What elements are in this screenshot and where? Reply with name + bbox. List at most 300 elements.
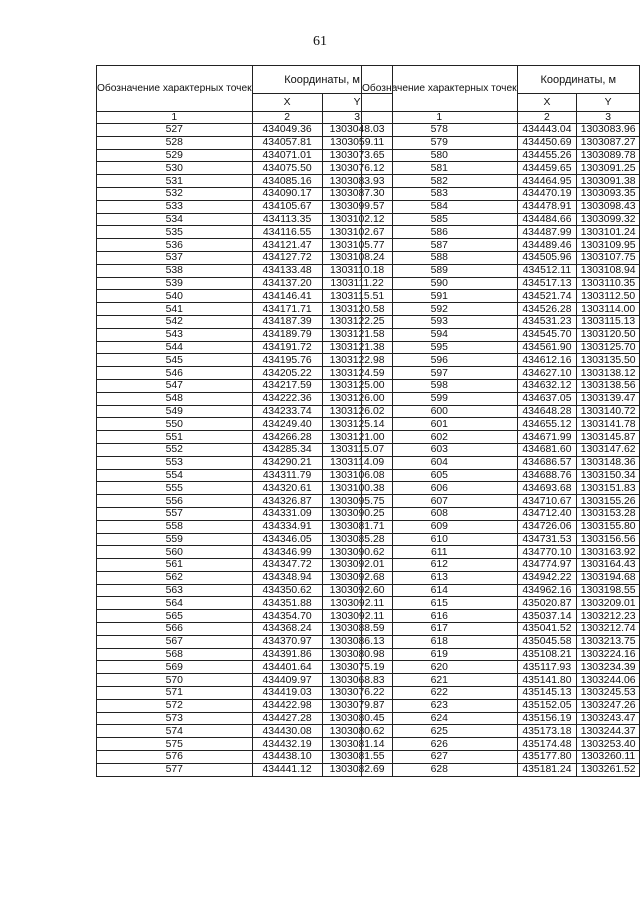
table-row (362, 687, 640, 700)
x-coordinate-cell: 434191.72 (252, 341, 322, 354)
table-row (362, 661, 640, 674)
point-number-cell: 579 (362, 136, 518, 149)
table-row (97, 623, 393, 636)
table-row (97, 315, 393, 328)
point-number-cell: 578 (362, 124, 518, 137)
table-row (97, 405, 393, 418)
table-row (362, 328, 640, 341)
y-coordinate-cell: 1303092.11 (322, 610, 392, 623)
x-coordinate-cell: 435117.93 (517, 661, 577, 674)
y-coordinate-cell: 1303092.68 (322, 571, 392, 584)
x-coordinate-cell: 434422.98 (252, 699, 322, 712)
y-coordinate-cell: 1303068.83 (322, 674, 392, 687)
x-coordinate-cell: 434637.05 (517, 392, 577, 405)
x-coordinate-cell: 434531.23 (517, 315, 577, 328)
x-coordinate-cell: 434121.47 (252, 239, 322, 252)
x-coordinate-cell: 434222.36 (252, 392, 322, 405)
table-row (362, 379, 640, 392)
point-number-cell: 565 (97, 610, 253, 623)
y-coordinate-cell: 1303120.50 (577, 328, 640, 341)
x-coordinate-cell: 434071.01 (252, 149, 322, 162)
point-number-cell: 618 (362, 635, 518, 648)
table-row (97, 149, 393, 162)
y-coordinate-cell: 1303124.59 (322, 367, 392, 380)
table-row (362, 584, 640, 597)
point-number-cell: 623 (362, 699, 518, 712)
y-coordinate-cell: 1303098.43 (577, 200, 640, 213)
y-coordinate-cell: 1303101.24 (577, 226, 640, 239)
table-row (362, 751, 640, 764)
x-coordinate-cell: 435173.18 (517, 725, 577, 738)
point-number-cell: 574 (97, 725, 253, 738)
x-coordinate-cell: 434189.79 (252, 328, 322, 341)
table-row (97, 482, 393, 495)
point-number-cell: 580 (362, 149, 518, 162)
table-row (362, 187, 640, 200)
point-number-cell: 529 (97, 149, 253, 162)
point-number-cell: 590 (362, 277, 518, 290)
table-row (97, 571, 393, 584)
y-coordinate-cell: 1303093.35 (577, 187, 640, 200)
table-row (362, 635, 640, 648)
x-coordinate-cell: 434049.36 (252, 124, 322, 137)
point-number-cell: 562 (97, 571, 253, 584)
y-coordinate-cell: 1303212.74 (577, 623, 640, 636)
table-row (97, 533, 393, 546)
point-number-cell: 545 (97, 354, 253, 367)
table-row (97, 290, 393, 303)
point-number-cell: 533 (97, 200, 253, 213)
y-coordinate-cell: 1303139.47 (577, 392, 640, 405)
table-row (362, 367, 640, 380)
point-number-cell: 606 (362, 482, 518, 495)
x-coordinate-cell: 434632.12 (517, 379, 577, 392)
x-coordinate-cell: 434331.09 (252, 507, 322, 520)
y-coordinate-cell: 1303122.98 (322, 354, 392, 367)
x-coordinate-cell: 434489.46 (517, 239, 577, 252)
y-coordinate-cell: 1303080.45 (322, 712, 392, 725)
y-coordinate-cell: 1303092.01 (322, 559, 392, 572)
x-coordinate-cell: 434391.86 (252, 648, 322, 661)
x-coordinate-cell: 434351.88 (252, 597, 322, 610)
y-coordinate-cell: 1303153.28 (577, 507, 640, 520)
header-y: Y (577, 94, 640, 112)
x-coordinate-cell: 434655.12 (517, 418, 577, 431)
table-row (362, 264, 640, 277)
x-coordinate-cell: 435037.14 (517, 610, 577, 623)
x-coordinate-cell: 434133.48 (252, 264, 322, 277)
y-coordinate-cell: 1303095.75 (322, 495, 392, 508)
x-coordinate-cell: 434334.91 (252, 520, 322, 533)
point-number-cell: 603 (362, 443, 518, 456)
point-number-cell: 572 (97, 699, 253, 712)
y-coordinate-cell: 1303261.52 (577, 763, 640, 776)
point-number-cell: 564 (97, 597, 253, 610)
table-row (362, 213, 640, 226)
point-number-cell: 601 (362, 418, 518, 431)
y-coordinate-cell: 1303081.14 (322, 738, 392, 751)
point-number-cell: 551 (97, 431, 253, 444)
point-number-cell: 619 (362, 648, 518, 661)
point-number-cell: 604 (362, 456, 518, 469)
point-number-cell: 609 (362, 520, 518, 533)
table-row (97, 200, 393, 213)
point-number-cell: 584 (362, 200, 518, 213)
table-row (362, 469, 640, 482)
table-row (362, 674, 640, 687)
y-coordinate-cell: 1303114.00 (577, 303, 640, 316)
point-number-cell: 548 (97, 392, 253, 405)
table-row (362, 571, 640, 584)
y-coordinate-cell: 1303112.50 (577, 290, 640, 303)
y-coordinate-cell: 1303110.35 (577, 277, 640, 290)
point-number-cell: 598 (362, 379, 518, 392)
y-coordinate-cell: 1303109.95 (577, 239, 640, 252)
table-row (97, 443, 393, 456)
y-coordinate-cell: 1303092.11 (322, 597, 392, 610)
point-number-cell: 591 (362, 290, 518, 303)
table-row (362, 482, 640, 495)
point-number-cell: 556 (97, 495, 253, 508)
point-number-cell: 613 (362, 571, 518, 584)
table-row (97, 175, 393, 188)
table-row (362, 162, 640, 175)
y-coordinate-cell: 1303224.16 (577, 648, 640, 661)
point-number-cell: 625 (362, 725, 518, 738)
x-coordinate-cell: 434505.96 (517, 251, 577, 264)
y-coordinate-cell: 1303150.34 (577, 469, 640, 482)
y-coordinate-cell: 1303076.22 (322, 687, 392, 700)
table-row (97, 162, 393, 175)
x-coordinate-cell: 434113.35 (252, 213, 322, 226)
x-coordinate-cell: 434346.05 (252, 533, 322, 546)
y-coordinate-cell: 1303085.28 (322, 533, 392, 546)
header-coordinates: Координаты, м (252, 66, 392, 94)
x-coordinate-cell: 434962.16 (517, 584, 577, 597)
point-number-cell: 597 (362, 367, 518, 380)
point-number-cell: 583 (362, 187, 518, 200)
x-coordinate-cell: 434427.28 (252, 712, 322, 725)
x-coordinate-cell: 434612.16 (517, 354, 577, 367)
point-number-cell: 582 (362, 175, 518, 188)
point-number-cell: 596 (362, 354, 518, 367)
point-number-cell: 620 (362, 661, 518, 674)
y-coordinate-cell: 1303105.77 (322, 239, 392, 252)
point-number-cell: 581 (362, 162, 518, 175)
table-row (97, 597, 393, 610)
y-coordinate-cell: 1303151.83 (577, 482, 640, 495)
x-coordinate-cell: 435181.24 (517, 763, 577, 776)
table-row (362, 431, 640, 444)
point-number-cell: 595 (362, 341, 518, 354)
y-coordinate-cell: 1303048.03 (322, 124, 392, 137)
x-coordinate-cell: 434710.67 (517, 495, 577, 508)
point-number-cell: 593 (362, 315, 518, 328)
x-coordinate-cell: 434464.95 (517, 175, 577, 188)
y-coordinate-cell: 1303121.38 (322, 341, 392, 354)
header-col-number: 2 (252, 112, 322, 124)
x-coordinate-cell: 434326.87 (252, 495, 322, 508)
point-number-cell: 571 (97, 687, 253, 700)
table-row (362, 124, 640, 137)
x-coordinate-cell: 434368.24 (252, 623, 322, 636)
x-coordinate-cell: 434195.76 (252, 354, 322, 367)
table-row (97, 124, 393, 137)
table-body-right (362, 124, 640, 777)
header-x: X (517, 94, 577, 112)
point-number-cell: 549 (97, 405, 253, 418)
y-coordinate-cell: 1303122.25 (322, 315, 392, 328)
coordinates-table-left (96, 65, 393, 777)
y-coordinate-cell: 1303156.56 (577, 533, 640, 546)
table-row (97, 136, 393, 149)
x-coordinate-cell: 434712.40 (517, 507, 577, 520)
point-number-cell: 573 (97, 712, 253, 725)
table-row (362, 763, 640, 776)
table-row (97, 520, 393, 533)
table-row (97, 635, 393, 648)
x-coordinate-cell: 434370.97 (252, 635, 322, 648)
point-number-cell: 540 (97, 290, 253, 303)
y-coordinate-cell: 1303087.27 (577, 136, 640, 149)
table-row (362, 495, 640, 508)
header-col-number: 3 (577, 112, 640, 124)
y-coordinate-cell: 1303234.39 (577, 661, 640, 674)
y-coordinate-cell: 1303213.75 (577, 635, 640, 648)
y-coordinate-cell: 1303115.07 (322, 443, 392, 456)
y-coordinate-cell: 1303110.18 (322, 264, 392, 277)
point-number-cell: 622 (362, 687, 518, 700)
point-number-cell: 550 (97, 418, 253, 431)
table-row (97, 456, 393, 469)
x-coordinate-cell: 434517.13 (517, 277, 577, 290)
y-coordinate-cell: 1303081.55 (322, 751, 392, 764)
point-number-cell: 621 (362, 674, 518, 687)
header-col-number: 1 (97, 112, 253, 124)
table-row (97, 431, 393, 444)
y-coordinate-cell: 1303102.67 (322, 226, 392, 239)
x-coordinate-cell: 434311.79 (252, 469, 322, 482)
x-coordinate-cell: 434545.70 (517, 328, 577, 341)
x-coordinate-cell: 434217.59 (252, 379, 322, 392)
table-row (97, 674, 393, 687)
y-coordinate-cell: 1303115.51 (322, 290, 392, 303)
y-coordinate-cell: 1303080.98 (322, 648, 392, 661)
table-row (362, 303, 640, 316)
point-number-cell: 611 (362, 546, 518, 559)
point-number-cell: 577 (97, 763, 253, 776)
x-coordinate-cell: 434105.67 (252, 200, 322, 213)
table-row (97, 213, 393, 226)
x-coordinate-cell: 435174.48 (517, 738, 577, 751)
x-coordinate-cell: 434443.04 (517, 124, 577, 137)
point-number-cell: 527 (97, 124, 253, 137)
table-row (97, 328, 393, 341)
table-row (97, 379, 393, 392)
point-number-cell: 559 (97, 533, 253, 546)
y-coordinate-cell: 1303155.80 (577, 520, 640, 533)
header-y: Y (322, 94, 392, 112)
point-number-cell: 615 (362, 597, 518, 610)
x-coordinate-cell: 434348.94 (252, 571, 322, 584)
point-number-cell: 626 (362, 738, 518, 751)
y-coordinate-cell: 1303145.87 (577, 431, 640, 444)
table-row (97, 239, 393, 252)
table-row (97, 725, 393, 738)
point-number-cell: 557 (97, 507, 253, 520)
y-coordinate-cell: 1303102.12 (322, 213, 392, 226)
y-coordinate-cell: 1303138.56 (577, 379, 640, 392)
y-coordinate-cell: 1303108.24 (322, 251, 392, 264)
x-coordinate-cell: 434350.62 (252, 584, 322, 597)
y-coordinate-cell: 1303108.94 (577, 264, 640, 277)
x-coordinate-cell: 435152.05 (517, 699, 577, 712)
point-number-cell: 600 (362, 405, 518, 418)
table-row (362, 392, 640, 405)
table-row (362, 226, 640, 239)
x-coordinate-cell: 434726.06 (517, 520, 577, 533)
table-row (97, 712, 393, 725)
x-coordinate-cell: 434085.16 (252, 175, 322, 188)
y-coordinate-cell: 1303099.57 (322, 200, 392, 213)
table-row (362, 507, 640, 520)
y-coordinate-cell: 1303135.50 (577, 354, 640, 367)
y-coordinate-cell: 1303148.36 (577, 456, 640, 469)
table-row (362, 443, 640, 456)
point-number-cell: 537 (97, 251, 253, 264)
y-coordinate-cell: 1303083.93 (322, 175, 392, 188)
y-coordinate-cell: 1303243.47 (577, 712, 640, 725)
x-coordinate-cell: 435020.87 (517, 597, 577, 610)
y-coordinate-cell: 1303209.01 (577, 597, 640, 610)
y-coordinate-cell: 1303088.59 (322, 623, 392, 636)
table-row (97, 226, 393, 239)
table-row (97, 738, 393, 751)
y-coordinate-cell: 1303075.19 (322, 661, 392, 674)
table-row (97, 648, 393, 661)
y-coordinate-cell: 1303107.75 (577, 251, 640, 264)
y-coordinate-cell: 1303106.08 (322, 469, 392, 482)
y-coordinate-cell: 1303164.43 (577, 559, 640, 572)
y-coordinate-cell: 1303099.32 (577, 213, 640, 226)
x-coordinate-cell: 434774.97 (517, 559, 577, 572)
point-number-cell: 544 (97, 341, 253, 354)
table-row (97, 392, 393, 405)
point-number-cell: 530 (97, 162, 253, 175)
x-coordinate-cell: 434266.28 (252, 431, 322, 444)
point-number-cell: 552 (97, 443, 253, 456)
point-number-cell: 608 (362, 507, 518, 520)
x-coordinate-cell: 434455.26 (517, 149, 577, 162)
y-coordinate-cell: 1303198.55 (577, 584, 640, 597)
x-coordinate-cell: 434627.10 (517, 367, 577, 380)
table-row (97, 507, 393, 520)
table-row (362, 597, 640, 610)
y-coordinate-cell: 1303114.09 (322, 456, 392, 469)
table-row (97, 751, 393, 764)
point-number-cell: 585 (362, 213, 518, 226)
point-number-cell: 592 (362, 303, 518, 316)
point-number-cell: 602 (362, 431, 518, 444)
y-coordinate-cell: 1303194.68 (577, 571, 640, 584)
y-coordinate-cell: 1303115.13 (577, 315, 640, 328)
point-number-cell: 528 (97, 136, 253, 149)
table-row (362, 341, 640, 354)
x-coordinate-cell: 434347.72 (252, 559, 322, 572)
y-coordinate-cell: 1303079.87 (322, 699, 392, 712)
table-row (97, 251, 393, 264)
point-number-cell: 589 (362, 264, 518, 277)
header-x: X (252, 94, 322, 112)
y-coordinate-cell: 1303091.38 (577, 175, 640, 188)
x-coordinate-cell: 434671.99 (517, 431, 577, 444)
point-number-cell: 563 (97, 584, 253, 597)
x-coordinate-cell: 434346.99 (252, 546, 322, 559)
header-col-number: 3 (322, 112, 392, 124)
x-coordinate-cell: 434561.90 (517, 341, 577, 354)
x-coordinate-cell: 434512.11 (517, 264, 577, 277)
y-coordinate-cell: 1303081.71 (322, 520, 392, 533)
x-coordinate-cell: 434526.28 (517, 303, 577, 316)
x-coordinate-cell: 434688.76 (517, 469, 577, 482)
x-coordinate-cell: 435145.13 (517, 687, 577, 700)
table-row (97, 341, 393, 354)
point-number-cell: 543 (97, 328, 253, 341)
y-coordinate-cell: 1303247.26 (577, 699, 640, 712)
x-coordinate-cell: 434290.21 (252, 456, 322, 469)
table-row (97, 303, 393, 316)
point-number-cell: 624 (362, 712, 518, 725)
table-row (362, 405, 640, 418)
point-number-cell: 570 (97, 674, 253, 687)
x-coordinate-cell: 434249.40 (252, 418, 322, 431)
table-row (362, 520, 640, 533)
header-designation: Обозначение характерных точек (97, 66, 253, 112)
table-row (362, 610, 640, 623)
point-number-cell: 612 (362, 559, 518, 572)
point-number-cell: 536 (97, 239, 253, 252)
x-coordinate-cell: 434354.70 (252, 610, 322, 623)
point-number-cell: 539 (97, 277, 253, 290)
y-coordinate-cell: 1303086.13 (322, 635, 392, 648)
table-row (362, 315, 640, 328)
point-number-cell: 567 (97, 635, 253, 648)
x-coordinate-cell: 434770.10 (517, 546, 577, 559)
table-body-left (97, 124, 393, 777)
y-coordinate-cell: 1303076.12 (322, 162, 392, 175)
x-coordinate-cell: 434057.81 (252, 136, 322, 149)
page-number: 61 (313, 34, 327, 49)
point-number-cell: 555 (97, 482, 253, 495)
y-coordinate-cell: 1303087.30 (322, 187, 392, 200)
table-row (362, 456, 640, 469)
point-number-cell: 610 (362, 533, 518, 546)
table-row (97, 264, 393, 277)
table-row (97, 469, 393, 482)
point-number-cell: 569 (97, 661, 253, 674)
point-number-cell: 542 (97, 315, 253, 328)
table-row (97, 277, 393, 290)
x-coordinate-cell: 434478.91 (517, 200, 577, 213)
y-coordinate-cell: 1303120.58 (322, 303, 392, 316)
table-row (362, 277, 640, 290)
y-coordinate-cell: 1303138.12 (577, 367, 640, 380)
y-coordinate-cell: 1303125.00 (322, 379, 392, 392)
point-number-cell: 575 (97, 738, 253, 751)
y-coordinate-cell: 1303212.23 (577, 610, 640, 623)
x-coordinate-cell: 434484.66 (517, 213, 577, 226)
x-coordinate-cell: 435041.52 (517, 623, 577, 636)
